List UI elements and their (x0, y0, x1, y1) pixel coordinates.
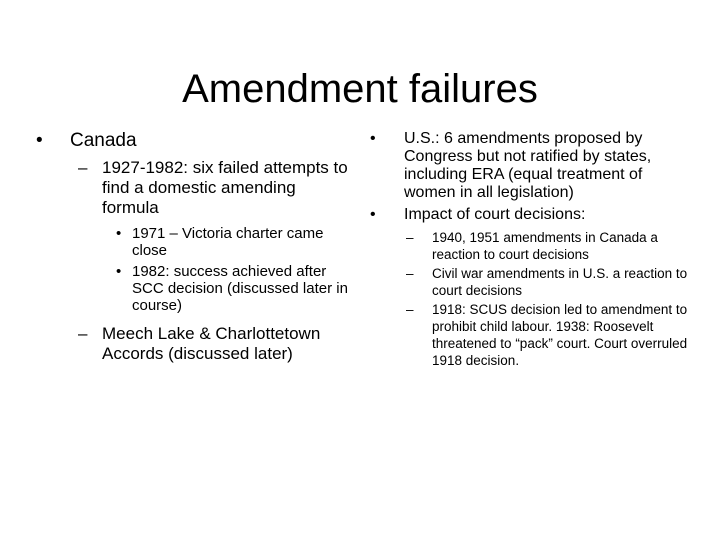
bullet-marker: • (370, 206, 376, 223)
sub-bullet-text: 1927-1982: six failed attempts to find a domestic amending formula (102, 158, 348, 217)
left-column (36, 130, 354, 364)
bullet-court-decisions (370, 206, 690, 224)
bullet-marker: • (36, 130, 43, 151)
right-column (370, 130, 690, 369)
sub-sub-bullet-1982 (36, 263, 354, 314)
dash-marker: – (78, 324, 88, 343)
dash-marker: – (406, 302, 414, 317)
sub-sub-bullet-text: 1971 – Victoria charter came close (132, 225, 324, 259)
dash-marker: – (406, 266, 414, 281)
sub-bullet-civil-war (370, 265, 690, 299)
sub-bullet-text: 1940, 1951 amendments in Canada a reaction to court decisions (432, 230, 658, 262)
dash-marker: – (406, 230, 414, 245)
bullet-marker: • (116, 225, 122, 242)
bullet-text: Canada (70, 130, 137, 151)
bullet-canada (36, 130, 354, 151)
bullet-text: U.S.: 6 amendments proposed by Congress but not ratified by states, including ERA (equal treatment of women in all legislation) (404, 130, 652, 201)
bullet-text: Impact of court decisions: (404, 206, 586, 223)
sub-bullet-failed-attempts (36, 158, 354, 218)
dash-marker: – (78, 158, 88, 177)
sub-sub-bullet-victoria (36, 225, 354, 259)
sub-bullet-text: 1918: SCUS decision led to amendment to prohibit child labour. 1938: Roosevelt threatened to “pack” court. Court overruled 1918 decision. (432, 302, 688, 368)
sub-sub-bullet-text: 1982: success achieved after SCC decision (discussed later in course) (132, 263, 348, 314)
bullet-marker: • (116, 263, 122, 280)
bullet-us (370, 130, 690, 202)
sub-bullet-1918 (370, 301, 690, 369)
sub-bullet-meech-lake (36, 324, 354, 364)
sub-bullet-text: Meech Lake & Charlottetown Accords (discussed later) (102, 324, 321, 363)
bullet-marker: • (370, 130, 376, 147)
sub-bullet-text: Civil war amendments in U.S. a reaction to court decisions (432, 266, 688, 298)
slide-title: Amendment failures (182, 67, 538, 111)
sub-bullet-canada-amendments (370, 229, 690, 263)
